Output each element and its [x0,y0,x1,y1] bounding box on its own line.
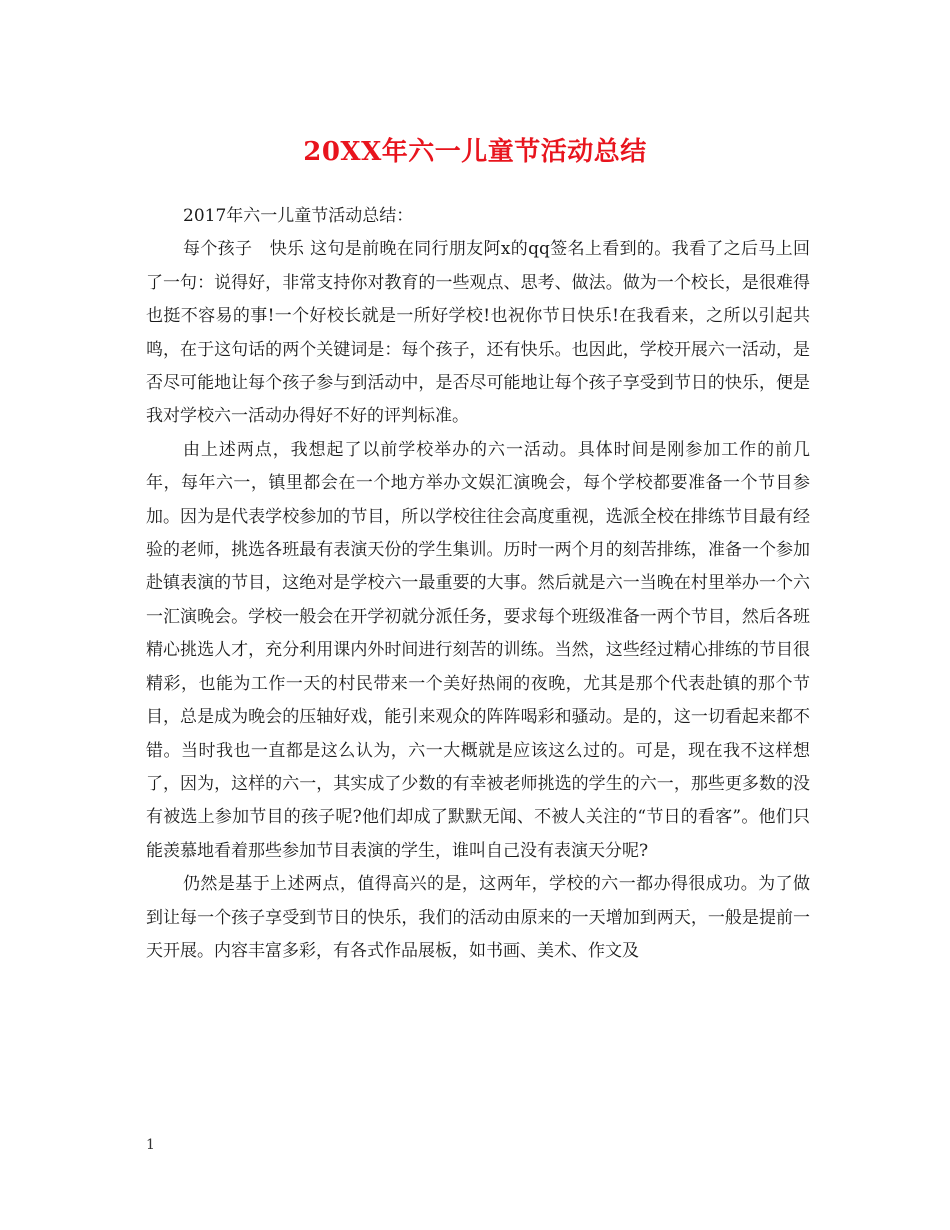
page-number: 1 [146,1137,155,1153]
paragraph-2: 由上述两点，我想起了以前学校举办的六一活动。具体时间是刚参加工作的前几年，每年六一，镇里都会在一个地方举办文娱汇演晚会，每个学校都要准备一个节目参加。因为是代表学校参加的节目，所以学校往往会高度重视，选派全校在排练节目最有经验的老师，挑选各班最有表演天份的学生集训。历时一两个月的刻苦排练，准备一个参加赴镇表演的节目，这绝对是学校六一最重要的大事。然后就是六一当晚在村里举办一个六一汇演晚会。学校一般会在开学初就分派任务，要求每个班级准备一两个节目，然后各班精心挑选人才，充分利用课内外时间进行刻苦的训练。当然，这些经过精心排练的节目很精彩，也能为工作一天的村民带来一个美好热闹的夜晚，尤其是那个代表赴镇的那个节目，总是成为晚会的压轴好戏，能引来观众的阵阵喝彩和骚动。是的，这一切看起来都不错。当时我也一直都是这么认为，六一大概就是应该这么过的。可是，现在我不这样想了，因为，这样的六一，其实成了少数的有幸被老师挑选的学生的六一，那些更多数的没有被选上参加节目的孩子呢?他们却成了默默无闻、不被人关注的“节日的看客”。他们只能羡慕地看着那些参加节目表演的学生，谁叫自己没有表演天分呢? [146,439,810,861]
document-title: 20XX年六一儿童节活动总结 [303,137,647,167]
paragraph-3: 仍然是基于上述两点，值得高兴的是，这两年，学校的六一都办得很成功。为了做到让每一个孩子享受到节日的快乐，我们的活动由原来的一天增加到两天，一般是提前一天开展。内容丰富多彩，有各式作品展板，如书画、美术、作文及 [146,874,810,961]
document-body [146,200,810,968]
paragraph-1: 每个孩子 快乐 这句是前晚在同行朋友阿x的qq签名上看到的。我看了之后马上回了一句：说得好，非常支持你对教育的一些观点、思考、做法。做为一个校长，是很难得也挺不容易的事!一个好校长就是一所好学校!也祝你节日快乐!在我看来，之所以引起共鸣，在于这句话的两个关键词是：每个孩子，还有快乐。也因此，学校开展六一活动，是否尽可能地让每个孩子参与到活动中，是否尽可能地让每个孩子享受到节日的快乐，便是我对学校六一活动办得好不好的评判标准。 [146,239,810,427]
paragraph-subtitle: 2017年六一儿童节活动总结： [183,206,414,226]
